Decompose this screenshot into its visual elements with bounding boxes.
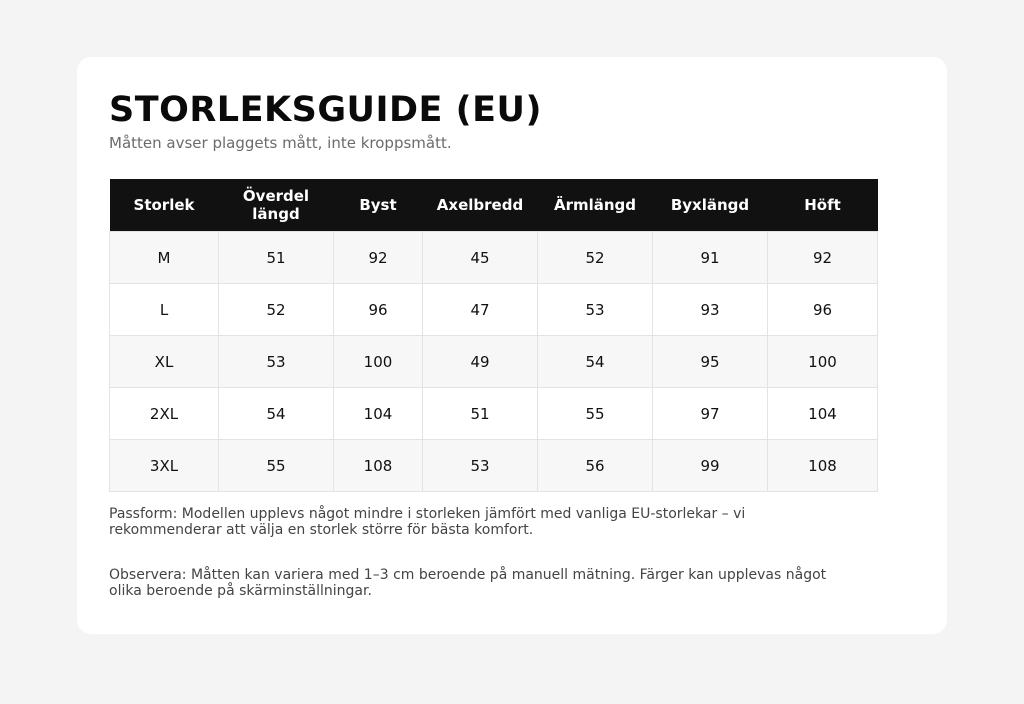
cell-bust: 108: [334, 440, 423, 492]
table-row: [110, 440, 878, 492]
disclaimer-note: Observera: Måtten kan variera med 1–3 cm beroende på manuell mätning. Färger kan upplevas något olika beroende på skärminställningar.: [109, 567, 827, 599]
cell-top-length: 51: [219, 232, 334, 284]
cell-size: 3XL: [110, 440, 219, 492]
cell-hip: 100: [768, 336, 878, 388]
cell-pants-length: 93: [653, 284, 768, 336]
cell-hip: 96: [768, 284, 878, 336]
header-hip: Höft: [768, 179, 878, 232]
cell-bust: 96: [334, 284, 423, 336]
fit-note: Passform: Modellen upplevs något mindre i storleken jämfört med vanliga EU-storlekar – vi rekommenderar att välja en storlek större för bästa komfort.: [109, 506, 746, 538]
header-pants-length: Byxlängd: [653, 179, 768, 232]
cell-shoulder-width: 45: [423, 232, 538, 284]
cell-sleeve-length: 53: [538, 284, 653, 336]
cell-bust: 92: [334, 232, 423, 284]
header-top-length: Överdel längd: [219, 179, 334, 232]
cell-top-length: 54: [219, 388, 334, 440]
cell-top-length: 55: [219, 440, 334, 492]
header-bust: Byst: [334, 179, 423, 232]
cell-shoulder-width: 49: [423, 336, 538, 388]
cell-sleeve-length: 54: [538, 336, 653, 388]
cell-top-length: 53: [219, 336, 334, 388]
page-subtitle: Måtten avser plaggets mått, inte kroppsmått.: [109, 134, 452, 152]
table-row: [110, 388, 878, 440]
cell-pants-length: 95: [653, 336, 768, 388]
size-guide-card: [77, 57, 947, 634]
cell-sleeve-length: 52: [538, 232, 653, 284]
cell-sleeve-length: 55: [538, 388, 653, 440]
cell-bust: 100: [334, 336, 423, 388]
cell-top-length: 52: [219, 284, 334, 336]
table-header-row: [110, 179, 878, 232]
cell-size: XL: [110, 336, 219, 388]
cell-pants-length: 91: [653, 232, 768, 284]
cell-hip: 104: [768, 388, 878, 440]
cell-shoulder-width: 47: [423, 284, 538, 336]
cell-shoulder-width: 51: [423, 388, 538, 440]
cell-hip: 92: [768, 232, 878, 284]
cell-pants-length: 99: [653, 440, 768, 492]
cell-size: M: [110, 232, 219, 284]
cell-bust: 104: [334, 388, 423, 440]
header-shoulder-width: Axelbredd: [423, 179, 538, 232]
header-size: Storlek: [110, 179, 219, 232]
table-row: [110, 336, 878, 388]
size-table: [109, 179, 878, 492]
cell-sleeve-length: 56: [538, 440, 653, 492]
table-row: [110, 284, 878, 336]
cell-hip: 108: [768, 440, 878, 492]
header-sleeve-length: Ärmlängd: [538, 179, 653, 232]
cell-size: L: [110, 284, 219, 336]
cell-size: 2XL: [110, 388, 219, 440]
page-title: STORLEKSGUIDE (EU): [109, 90, 542, 130]
table-row: [110, 232, 878, 284]
cell-shoulder-width: 53: [423, 440, 538, 492]
cell-pants-length: 97: [653, 388, 768, 440]
